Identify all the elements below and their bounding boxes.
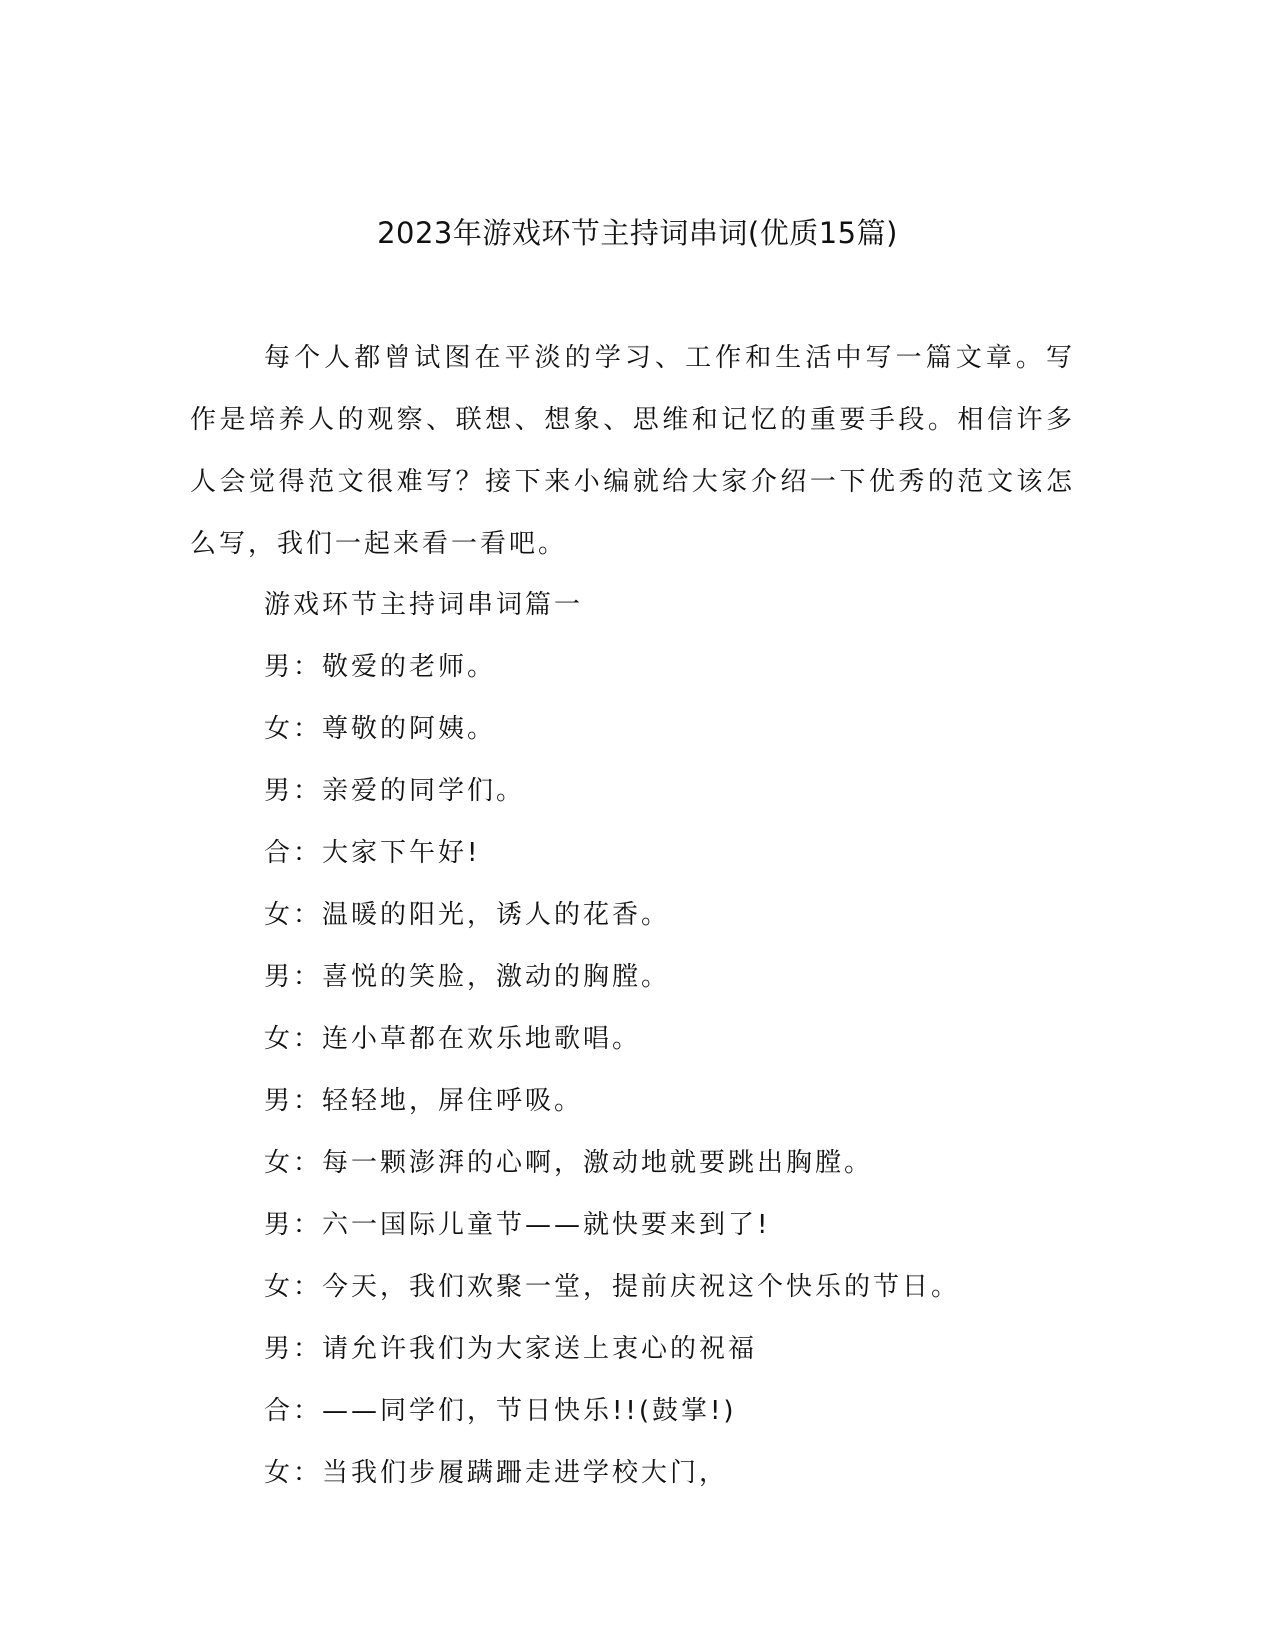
script-line: 女：今天，我们欢聚一堂，提前庆祝这个快乐的节日。 xyxy=(264,1272,961,1302)
section-heading: 游戏环节主持词串词篇一 xyxy=(264,590,584,620)
script-line: 男：轻轻地，屏住呼吸。 xyxy=(264,1086,584,1116)
script-line: 女：尊敬的阿姨。 xyxy=(264,714,497,744)
script-line: 女：当我们步履蹒跚走进学校大门， xyxy=(264,1458,729,1488)
intro-paragraph: 每个人都曾试图在平淡的学习、工作和生活中写一篇文章。写作是培养人的观察、联想、想象、思维和记忆的重要手段。相信许多人会觉得范文很难写？接下来小编就给大家介绍一下优秀的范文该怎么写，我们一起来看一看吧。 xyxy=(190,343,1075,559)
script-line: 女：每一颗澎湃的心啊，激动地就要跳出胸膛。 xyxy=(264,1148,874,1178)
script-line: 男：请允许我们为大家送上衷心的祝福 xyxy=(264,1334,758,1364)
script-line: 合：大家下午好! xyxy=(264,838,481,868)
script-line: 合：——同学们，节日快乐!!(鼓掌!) xyxy=(264,1396,737,1426)
script-lines xyxy=(264,574,1084,1504)
document-title: 2023年游戏环节主持词串词(优质15篇) xyxy=(377,216,898,250)
script-line: 女：温暖的阳光，诱人的花香。 xyxy=(264,900,671,930)
script-line: 男：六一国际儿童节——就快要来到了! xyxy=(264,1210,771,1240)
script-line: 男：敬爱的老师。 xyxy=(264,652,497,682)
script-line: 女：连小草都在欢乐地歌唱。 xyxy=(264,1024,642,1054)
script-line: 男：喜悦的笑脸，激动的胸膛。 xyxy=(264,962,671,992)
script-line: 男：亲爱的同学们。 xyxy=(264,776,526,806)
